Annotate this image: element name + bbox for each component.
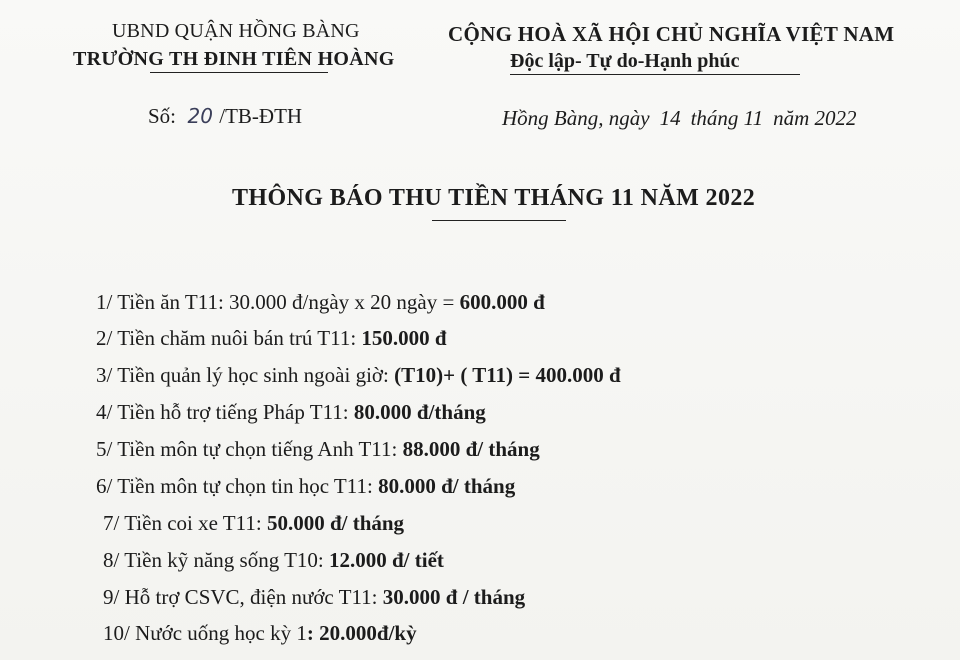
fee-item-label: 8/ Tiền kỹ năng sống T10: xyxy=(103,548,329,572)
fee-item-3 xyxy=(96,363,621,388)
place-date-line xyxy=(502,106,857,131)
fee-item-value: 88.000 đ/ tháng xyxy=(402,437,540,461)
date-year: 2022 xyxy=(814,106,857,130)
date-year-label: năm xyxy=(773,106,810,130)
fee-item-label: 1/ Tiền ăn T11: 30.000 đ/ngày x 20 ngày = xyxy=(96,290,460,314)
fee-item-value: 12.000 đ/ tiết xyxy=(328,548,444,572)
fee-item-7 xyxy=(103,511,404,536)
school-name-underline xyxy=(150,72,328,73)
fee-item-10 xyxy=(103,621,417,646)
document-number xyxy=(148,104,302,129)
motto: Độc lập- Tự do-Hạnh phúc xyxy=(510,50,740,72)
fee-item-value: 600.000 đ xyxy=(459,290,545,314)
document-number-suffix: /TB-ĐTH xyxy=(219,104,303,128)
fee-item-value: : 20.000đ/kỳ xyxy=(306,621,417,645)
fee-item-8 xyxy=(103,548,444,573)
fee-item-value: 50.000 đ/ tháng xyxy=(266,511,405,535)
fee-item-value: (T10)+ ( T11) = 400.000 đ xyxy=(394,363,621,387)
fee-item-label: 10/ Nước uống học kỳ 1 xyxy=(103,621,307,645)
fee-item-2 xyxy=(96,326,447,351)
nation-heading: CỘNG HOÀ XÃ HỘI CHỦ NGHĨA VIỆT NAM xyxy=(448,22,895,46)
school-name: TRƯỜNG TH ĐINH TIÊN HOÀNG xyxy=(73,48,395,70)
fee-item-value: 30.000 đ / tháng xyxy=(382,585,526,609)
date-month: 11 xyxy=(743,106,764,130)
fee-item-9 xyxy=(103,585,525,610)
fee-item-label: 9/ Hỗ trợ CSVC, điện nước T11: xyxy=(103,585,383,609)
fee-item-value: 80.000 đ/ tháng xyxy=(378,474,516,498)
fee-item-label: 6/ Tiền môn tự chọn tin học T11: xyxy=(96,474,379,498)
fee-item-label: 3/ Tiền quản lý học sinh ngoài giờ: xyxy=(96,363,395,387)
org-name: UBND QUẬN HỒNG BÀNG xyxy=(112,20,360,42)
notice-title: THÔNG BÁO THU TIỀN THÁNG 11 NĂM 2022 xyxy=(232,185,756,211)
date-month-label: tháng xyxy=(690,106,739,130)
fee-item-1 xyxy=(96,290,545,315)
place-date-prefix: Hồng Bàng, ngày xyxy=(502,106,650,130)
fee-item-value: 80.000 đ/tháng xyxy=(353,400,486,424)
fee-item-4 xyxy=(96,400,486,425)
fee-item-value: 150.000 đ xyxy=(361,326,447,350)
fee-item-label: 7/ Tiền coi xe T11: xyxy=(103,511,267,535)
fee-item-label: 5/ Tiền môn tự chọn tiếng Anh T11: xyxy=(96,437,403,461)
fee-item-5 xyxy=(96,437,540,462)
fee-item-6 xyxy=(96,474,515,499)
fee-item-label: 4/ Tiền hỗ trợ tiếng Pháp T11: xyxy=(96,400,354,424)
fee-item-label: 2/ Tiền chăm nuôi bán trú T11: xyxy=(96,326,362,350)
motto-underline xyxy=(510,74,800,75)
date-day: 14 xyxy=(659,106,681,130)
document-number-handwritten: 20 xyxy=(187,104,213,128)
title-underline xyxy=(432,220,566,221)
document-number-prefix: Số: xyxy=(148,104,177,128)
